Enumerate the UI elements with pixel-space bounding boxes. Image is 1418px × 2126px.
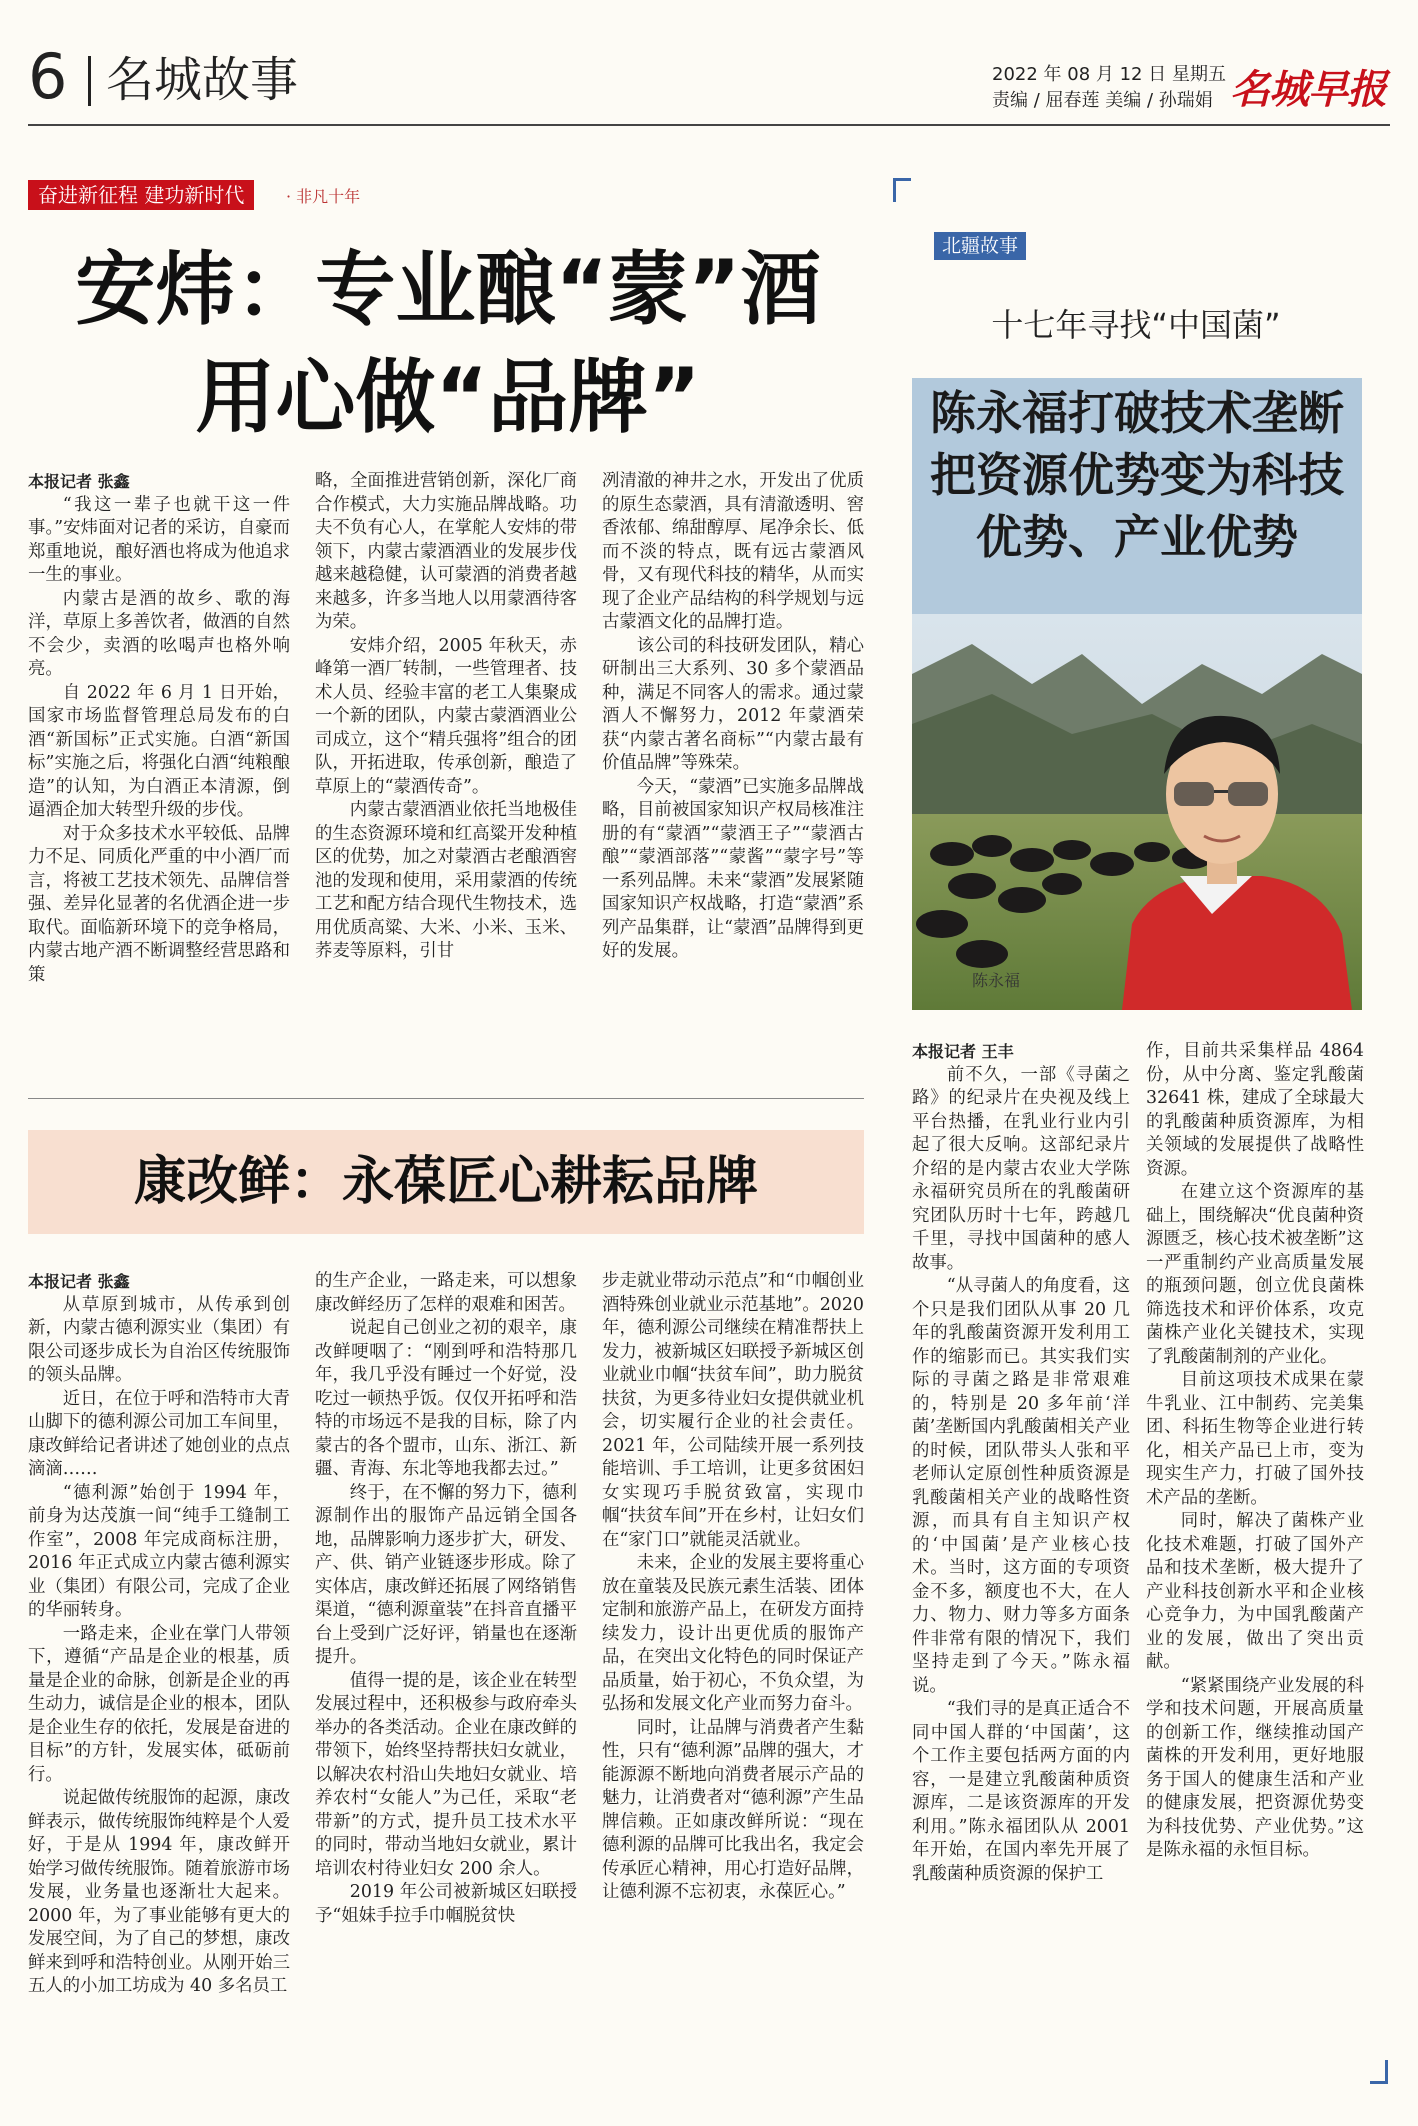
sidebar-byline: 本报记者 王丰 <box>912 1042 1014 1061</box>
issue-date: 2022 年 08 月 12 日 星期五 <box>992 64 1226 85</box>
article2-column-2 <box>315 1270 577 1928</box>
article1-headline-line2: 用心做“品牌” <box>195 351 701 444</box>
paragraph: 未来，企业的发展主要将重心放在童装及民族元素生活装、团体定制和旅游产品上，在研发方面持续发力，设计出更优质的服饰产品，在突出文化特色的同时保证产品质量，始于初心，不负众望，为弘扬和发展文化产业而努力奋斗。 <box>602 1553 864 1714</box>
paragraph: 略，全面推进营销创新，深化厂商合作模式，大力实施品牌战略。功夫不负有心人，在掌舵人安炜的带领下，内蒙古蒙酒酒业的发展步伐越来越稳健，认可蒙酒的消费者越来越多，许多当地人以用蒙酒待客为荣。 <box>315 471 577 632</box>
article2-column-1 <box>28 1270 290 1999</box>
paragraph: 的生产企业，一路走来，可以想象康改鲜经历了怎样的艰难和困苦。 <box>315 1271 577 1315</box>
newspaper-logo: 名城早报 <box>1230 66 1386 113</box>
paragraph: 近日，在位于呼和浩特市大青山脚下的德利源公司加工车间里，康改鲜给记者讲述了她创业的点点滴滴…… <box>28 1388 290 1479</box>
paragraph: 同时，让品牌与消费者产生黏性，只有“德利源”品牌的强大，才能源源不断地向消费者展示产品的魅力，让消费者对“德利源”产生品牌信赖。正如康改鲜所说：“现在德利源的品牌可比我出名，我定会传承匠心精神，用心打造好品牌，让德利源不忘初衷，永葆匠心。” <box>602 1717 864 1902</box>
article1-column-1 <box>28 470 290 987</box>
sidebar-headline-line1: 陈永福打破技术垄断 <box>930 386 1344 440</box>
section-subtag: · 非凡十年 <box>286 187 361 206</box>
article1-column-3 <box>602 470 864 964</box>
editors-credit: 责编 / 屈春莲 美编 / 孙瑞娟 <box>992 90 1213 111</box>
sidebar-column-1 <box>912 1040 1130 1886</box>
section-tag: 奋进新征程 建功新时代 <box>28 180 254 210</box>
sidebar-headline <box>912 378 1362 568</box>
paragraph: 值得一提的是，该企业在转型发展过程中，还积极参与政府牵头举办的各类活动。企业在康改鲜的带领下，始终坚持帮扶妇女就业，以解决农村沿山失地妇女就业、培养农村“女能人”为己任，采取“老带新”的方式，提升员工技术水平的同时，带动当地妇女就业，累计培训农村待业妇女 200 余人。 <box>315 1670 577 1879</box>
sidebar-corner-top <box>893 178 911 202</box>
paragraph: 内蒙古蒙酒酒业依托当地极佳的生态资源环境和红高粱开发种植区的优势，加之对蒙酒古老酿酒窖池的发现和使用，采用蒙酒的传统工艺和配方结合现代生物技术，选用优质高粱、大米、小米、玉米、荞麦等原料，引甘 <box>315 800 577 961</box>
sidebar-column-2 <box>1146 1040 1364 1863</box>
paragraph: 自 2022 年 6 月 1 日开始，国家市场监督管理总局发布的白酒“新国标”正式实施。白酒“新国标”实施之后，将强化白酒“纯粮酿造”的认知，为白酒正本清源，倒逼酒企加大转型升级的步伐。 <box>28 682 290 820</box>
sidebar-headline-line3: 优势、产业优势 <box>976 510 1298 564</box>
paragraph: 安炜介绍，2005 年秋天，赤峰第一酒厂转制，一些管理者、技术人员、经验丰富的老工人集聚成一个新的团队，内蒙古蒙酒酒业公司成立，这个“精兵强将”组合的团队，开拓进取，传承创新，酿造了草原上的“蒙酒传奇”。 <box>315 635 577 797</box>
sidebar-kicker: 十七年寻找“中国菌” <box>991 306 1281 344</box>
paragraph: 2019 年公司被新城区妇联授予“姐妹手拉手巾帼脱贫快 <box>315 1882 577 1926</box>
paragraph: 今天，“蒙酒”已实施多品牌战略，目前被国家知识产权局核准注册的有“蒙酒”“蒙酒王子”“蒙酒古酿”“蒙酒部落”“蒙酱”“蒙字号”等一系列品牌。未来“蒙酒”发展紧随国家知识产权战略，打造“蒙酒”系列产品集群，让“蒙酒”品牌得到更好的发展。 <box>602 776 864 961</box>
page-number: 6 <box>28 40 68 113</box>
article1-headline <box>28 236 868 452</box>
article2-headline: 康改鲜：永葆匠心耕耘品牌 <box>133 1151 758 1212</box>
paragraph: 该公司的科技研发团队，精心研制出三大系列、30 多个蒙酒品种，满足不同客人的需求。通过蒙酒人不懈努力，2012 年蒙酒荣获“内蒙古著名商标”“内蒙古最有价值品牌”等殊荣。 <box>602 635 864 773</box>
sidebar-corner-bottom <box>1370 2060 1388 2084</box>
paragraph: “从寻菌人的角度看，这个只是我们团队从事 20 几年的乳酸菌资源开发利用工作的缩影而已。其实我们实际的寻菌之路是非常艰难的，特别是 20 多年前‘洋菌’垄断国内乳酸菌相关产业的时候，团队带头人张和平老师认定原创性种质资源是乳酸菌相关产业的战略性资源，而具有自主知识产权的‘中国菌’是产业核心技术。当时，这方面的专项资金不多，额度也不大，在人力、物力、财力等多方面条件非常有限的情况下，我们坚持走到了今天。”陈永福说。 <box>912 1276 1130 1696</box>
sidebar-tag: 北疆故事 <box>934 232 1026 260</box>
photo-caption: 陈永福 <box>972 971 1021 990</box>
paragraph: 步走就业带动示范点”和“巾帼创业酒特殊创业就业示范基地”。2020 年，德利源公司继续在精准帮扶上发力，被新城区妇联授予新城区创业就业巾帼“扶贫车间”，助力脱贫扶贫，为更多待业妇女提供就业机会，切实履行企业的社会责任。2021 年，公司陆续开展一系列技能培训、手工培训，让更多贫困妇女实现巧手脱贫致富，实现巾帼“扶贫车间”开在乡村，让妇女们在“家门口”就能灵活就业。 <box>602 1271 864 1550</box>
paragraph: 内蒙古是酒的故乡、歌的海洋，草原上多善饮者，做酒的自然不会少，卖酒的吆喝声也格外响亮。 <box>28 588 290 679</box>
article-divider <box>28 1098 864 1099</box>
paragraph: 说起做传统服饰的起源，康改鲜表示，做传统服饰纯粹是个人爱好，于是从 1994 年，康改鲜开始学习做传统服饰。随着旅游市场发展，业务量也逐渐壮大起来。2000 年，为了事业能够有更大的发展空间，为了自己的梦想，康改鲜来到呼和浩特创业。从刚开始三五人的小加工坊成为 40 多名员工 <box>28 1788 290 1996</box>
section-title: 名城故事 <box>106 52 299 108</box>
paragraph: “我们寻的是真正适合不同中国人群的‘中国菌’，这个工作主要包括两方面的内容，一是建立乳酸菌种质资源库，二是该资源库的开发利用。”陈永福团队从 2001 年开始，在国内率先开展了乳酸菌种质资源的保护工 <box>912 1699 1130 1884</box>
paragraph: 前不久，一部《寻菌之路》的纪录片在央视及线上平台热播，在乳业行业内引起了很大反响。这部纪录片介绍的是内蒙古农业大学陈永福研究员所在的乳酸菌研究团队历时十七年，跨越几千里，寻找中国菌种的感人故事。 <box>912 1064 1130 1273</box>
paragraph: 从草原到城市，从传承到创新，内蒙古德利源实业（集团）有限公司逐步成长为自治区传统服饰的领头品牌。 <box>28 1294 290 1385</box>
sidebar-headline-line2: 把资源优势变为科技 <box>930 448 1344 502</box>
article1-headline-line1: 安炜：专业酿“蒙”酒 <box>75 243 821 336</box>
paragraph: 目前这项技术成果在蒙牛乳业、江中制药、完美集团、科拓生物等企业进行转化，相关产品已上市，变为现实生产力，打破了国外技术产品的垄断。 <box>1146 1370 1364 1508</box>
paragraph: “我这一辈子也就干这一件事。”安炜面对记者的采访，自豪而郑重地说，酿好酒也将成为他追求一生的事业。 <box>28 494 290 585</box>
paragraph: “德利源”始创于 1994 年，前身为达茂旗一间“纯手工缝制工作室”，2008 年完成商标注册，2016 年正式成立内蒙古德利源实业（集团）有限公司，完成了企业的华丽转身。 <box>28 1482 290 1620</box>
portrait-photo <box>912 614 1362 1010</box>
article2-byline: 本报记者 张鑫 <box>28 1272 130 1291</box>
paragraph: 一路走来，企业在掌门人带领下，遵循“产品是企业的根基，质量是企业的命脉，创新是企业的再生动力，诚信是企业的根本，团队是企业生存的依托，发展是奋进的目标”的方针，发展实体，砥砺前行。 <box>28 1623 290 1785</box>
paragraph: 冽清澈的神井之水，开发出了优质的原生态蒙酒，具有清澈透明、窖香浓郁、绵甜醇厚、尾净余长、低而不淡的特点，既有远古蒙酒风骨，又有现代科技的精华，从而实现了企业产品结构的科学规划与远古蒙酒文化的品牌打造。 <box>602 471 864 632</box>
paragraph: 作，目前共采集样品 4864 份，从中分离、鉴定乳酸菌 32641 株，建成了全球最大的乳酸菌种质资源库，为相关领域的发展提供了战略性资源。 <box>1146 1041 1364 1179</box>
article1-byline: 本报记者 张鑫 <box>28 472 130 491</box>
article1-column-2 <box>315 470 577 964</box>
paragraph: 说起自己创业之初的艰辛，康改鲜哽咽了：“刚到呼和浩特那几年，我几乎没有睡过一个好觉，没吃过一顿热乎饭。仅仅开拓呼和浩特的市场远不是我的目标，除了内蒙古的各个盟市，山东、浙江、新疆、青海、东北等地我都去过。” <box>315 1318 577 1479</box>
paragraph: 在建立这个资源库的基础上，围绕解决“优良菌种资源匮乏，核心技术被垄断”这一严重制约产业高质量发展的瓶颈问题，创立优良菌株筛选技术和评价体系，攻克菌株产业化关键技术，实现了乳酸菌制剂的产业化。 <box>1146 1182 1364 1367</box>
paragraph: 同时，解决了菌株产业化技术难题，打破了国外产品和技术垄断，极大提升了产业科技创新水平和企业核心竞争力，为中国乳酸菌产业的发展，做出了突出贡献。 <box>1146 1511 1364 1672</box>
header-rule <box>28 124 1390 126</box>
article2-column-3 <box>602 1270 864 1905</box>
header-separator <box>88 56 91 106</box>
portrait-illustration <box>912 614 1362 1010</box>
paragraph: 终于，在不懈的努力下，德利源制作出的服饰产品远销全国各地，品牌影响力逐步扩大，研发、产、供、销产业链逐步形成。除了实体店，康改鲜还拓展了网络销售渠道，“德利源童装”在抖音直播平台上受到广泛好评，销量也在逐渐提升。 <box>315 1482 577 1667</box>
paragraph: “紧紧围绕产业发展的科学和技术问题，开展高质量的创新工作，继续推动国产菌株的开发利用，更好地服务于国人的健康生活和产业的健康发展，把资源优势变为科技优势、产业优势。”这是陈永福的永恒目标。 <box>1146 1675 1364 1860</box>
paragraph: 对于众多技术水平较低、品牌力不足、同质化严重的中小酒厂而言，将被工艺技术领先、品牌信誉强、差异化显著的名优酒企进一步取代。面临新环境下的竞争格局，内蒙古地产酒不断调整经营思路和策 <box>28 823 290 985</box>
